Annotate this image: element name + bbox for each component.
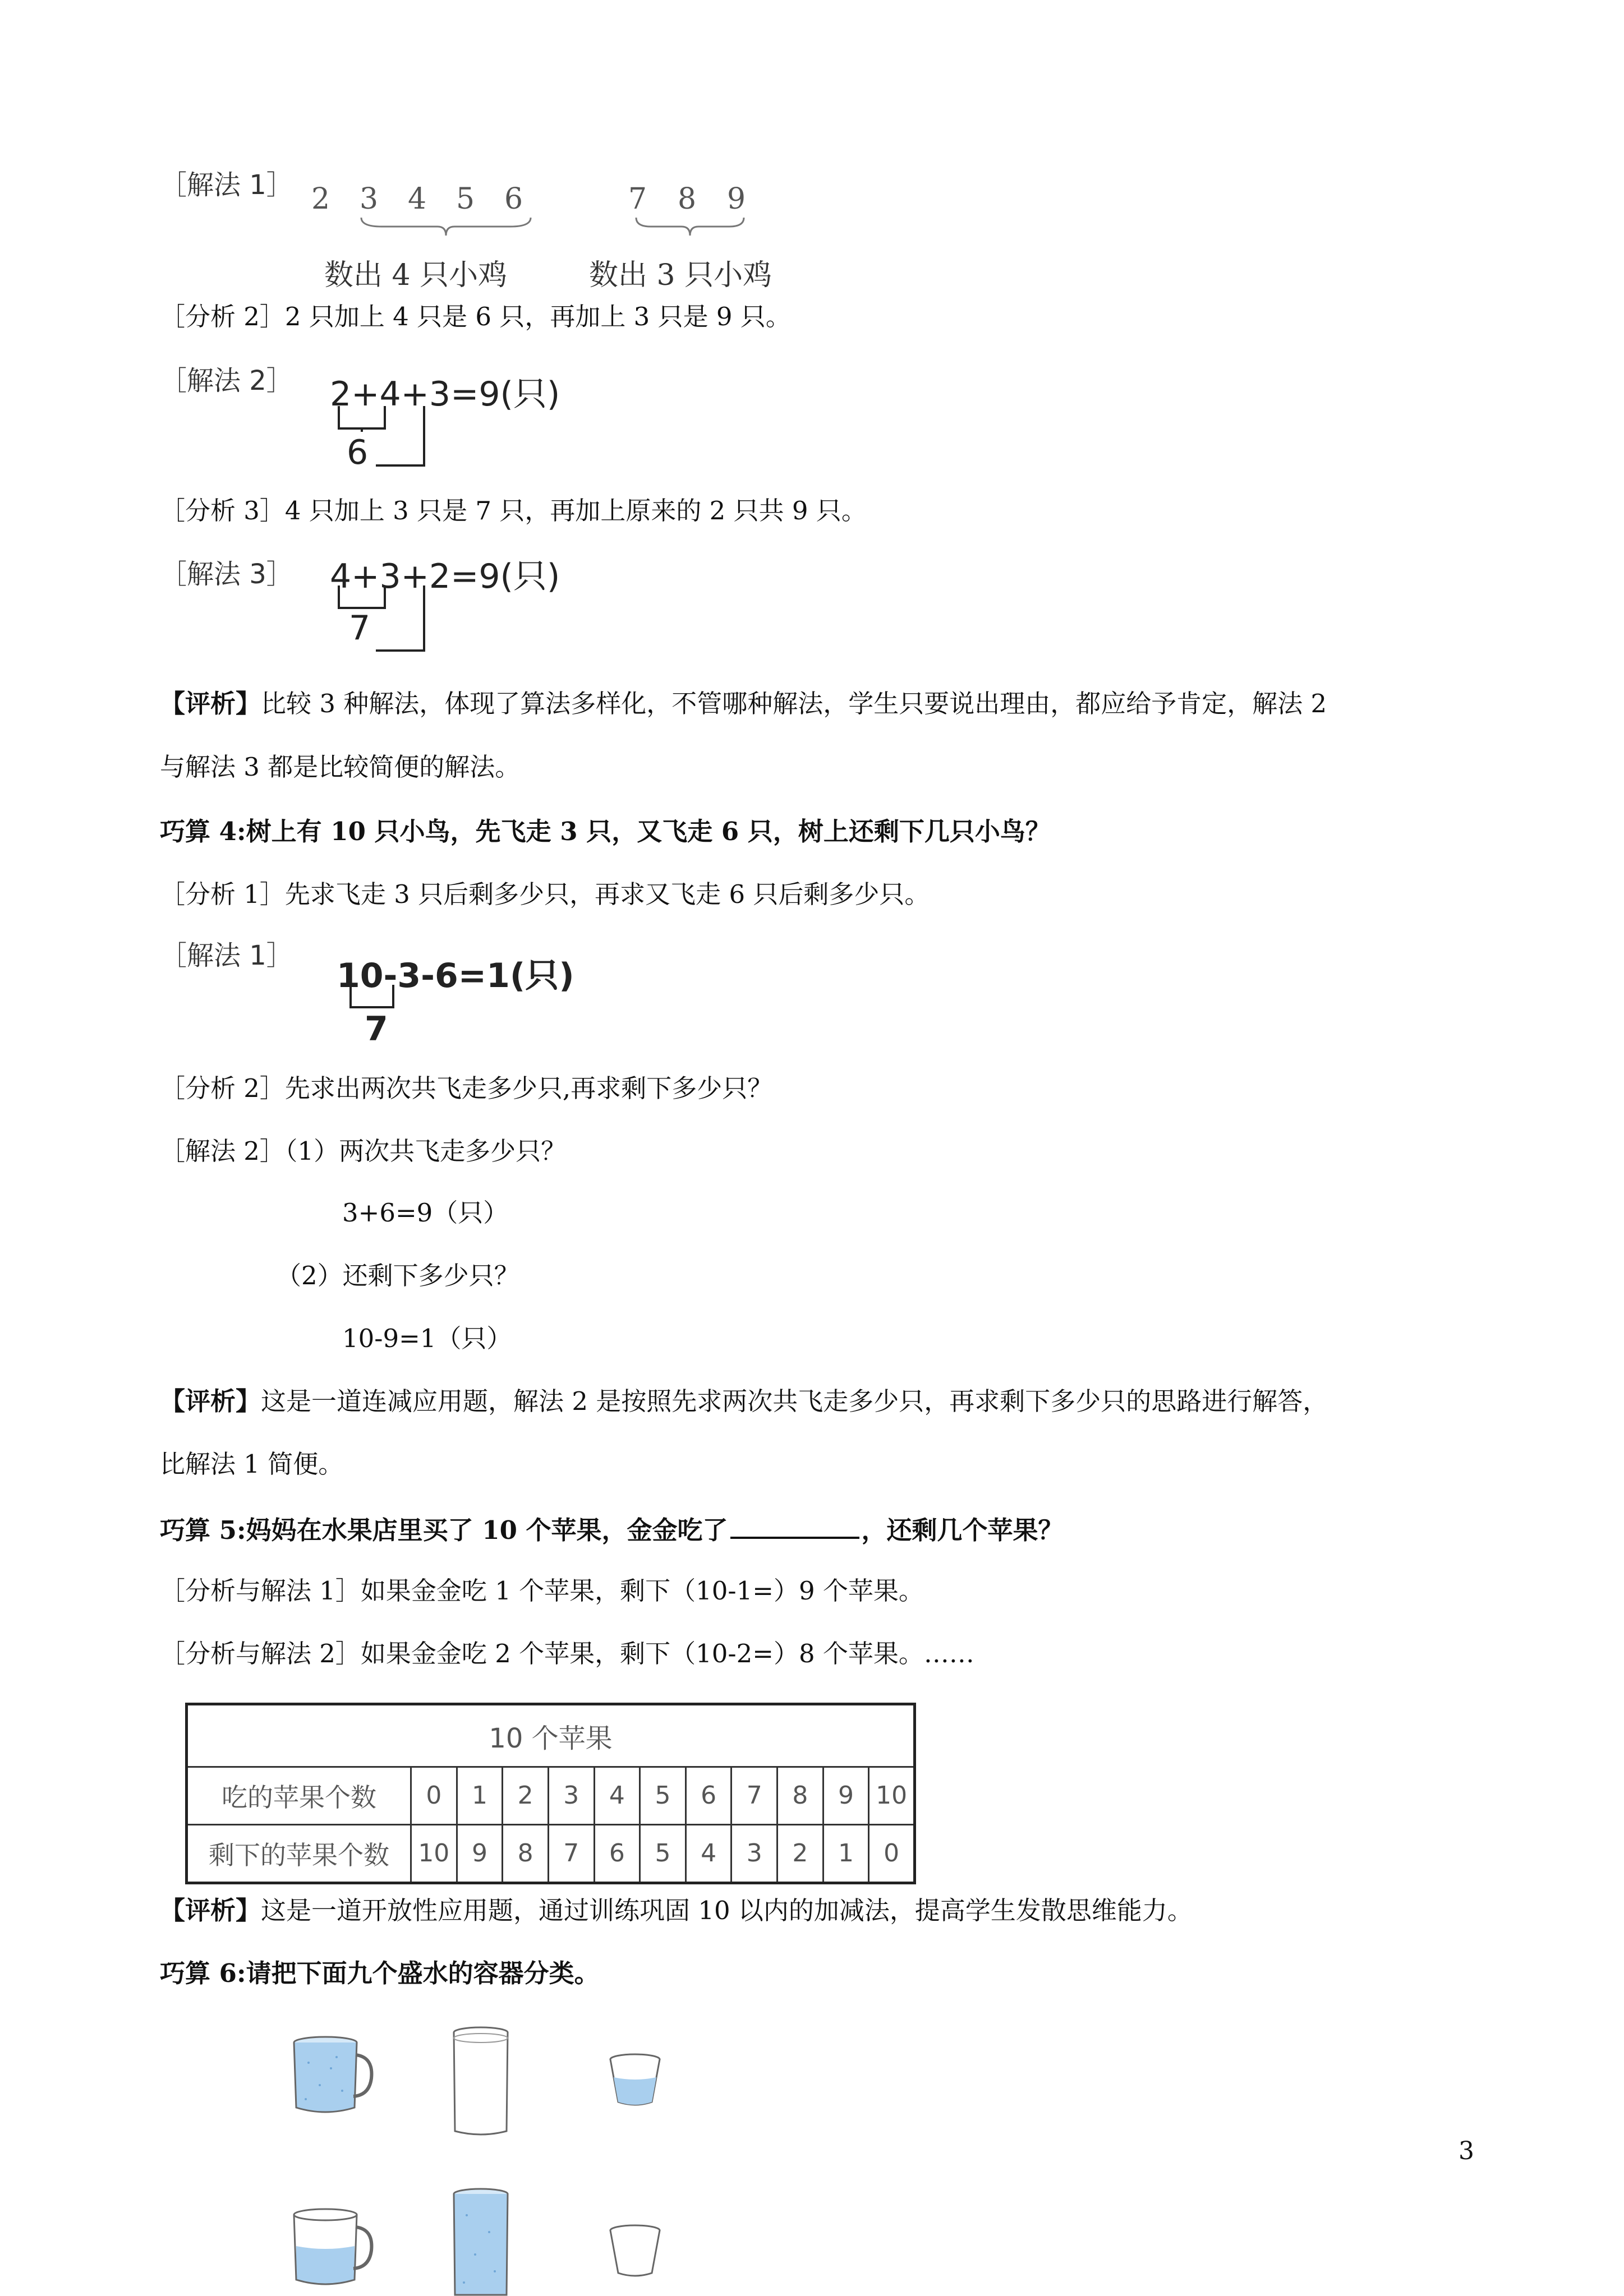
count-number: 7 — [628, 182, 648, 216]
table-cell: 0 — [869, 1824, 915, 1883]
question-4-analysis-1: ［分析 1］先求飞走 3 只后剩多少只，再求又飞走 6 只后剩多少只。 — [160, 879, 930, 909]
table-cell: 10 — [411, 1824, 457, 1883]
caption-right: 数出 3 只小鸡 — [589, 259, 772, 292]
solution-3-equation: 4+3+2=9(只) — [330, 557, 560, 596]
table-cell: 6 — [686, 1767, 732, 1825]
table-header: 10 个苹果 — [187, 1704, 915, 1767]
question-4-solution-1-label: ［解法 1］ — [160, 940, 293, 971]
table-row — [187, 1767, 915, 1825]
small-cup-half-icon — [607, 2053, 663, 2109]
solution-1-label: ［解法 1］ — [160, 169, 293, 201]
question-4-solution-1-equation: 10-3-6=1(只) — [337, 956, 574, 995]
review-1-line-1 — [160, 691, 1327, 716]
question-5-title-part-1: 巧算 5:妈妈在水果店里买了 10 个苹果，金金吃了 — [160, 1515, 728, 1545]
question-4-solution-2-step-2: （2）还剩下多少只？ — [276, 1261, 519, 1290]
row-label-eaten: 吃的苹果个数 — [187, 1767, 411, 1825]
review-1-line-2: 与解法 3 都是比较简便的解法。 — [160, 752, 521, 782]
table-cell: 0 — [411, 1767, 457, 1825]
tall-glass-full-icon — [450, 2187, 512, 2296]
count-numbers-left — [311, 182, 527, 216]
mug-full-icon — [292, 2035, 376, 2119]
question-5-title-part-2: ，还剩几个苹果？ — [861, 1515, 1064, 1545]
table-cell: 8 — [778, 1767, 823, 1825]
review-text: 比较 3 种解法，体现了算法多样化，不管哪种解法，学生只要说出理由，都应给予肯定，解法 2 — [261, 689, 1327, 718]
brace-right — [634, 215, 746, 238]
table-cell: 7 — [548, 1824, 594, 1883]
review-2-line-2: 比解法 1 简便。 — [160, 1449, 344, 1479]
solution-3-partial: 7 — [349, 608, 371, 648]
question-5-solution-1: ［分析与解法 1］如果金金吃 1 个苹果，剩下（10-1=）9 个苹果。 — [160, 1576, 924, 1606]
analysis-3: ［分析 3］4 只加上 3 只是 7 只，再加上原来的 2 只共 9 只。 — [160, 496, 867, 525]
table-cell: 2 — [778, 1824, 823, 1883]
count-number: 9 — [727, 182, 747, 216]
count-numbers-right — [628, 182, 749, 216]
table-row — [187, 1704, 915, 1767]
question-5-solution-2: ［分析与解法 2］如果金金吃 2 个苹果，剩下（10-2=）8 个苹果。…… — [160, 1639, 974, 1668]
question-4-solution-2-calc-2: 10-9=1（只） — [342, 1324, 512, 1353]
table-cell: 5 — [640, 1767, 686, 1825]
table-cell: 10 — [869, 1767, 915, 1825]
table-cell: 5 — [640, 1824, 686, 1883]
table-cell: 4 — [594, 1767, 640, 1825]
review-3 — [160, 1898, 1193, 1923]
question-4-analysis-2: ［分析 2］先求出两次共飞走多少只,再求剩下多少只？ — [160, 1073, 773, 1103]
analysis-2: ［分析 2］2 只加上 4 只是 6 只，再加上 3 只是 9 只。 — [160, 302, 791, 331]
count-number: 2 — [311, 182, 332, 216]
caption-left: 数出 4 只小鸡 — [324, 259, 508, 292]
table-cell: 7 — [732, 1767, 778, 1825]
question-4-title: 巧算 4:树上有 10 只小鸟，先飞走 3 只，又飞走 6 只，树上还剩下几只小鸟？ — [160, 817, 1051, 846]
review-tag: 【评析】 — [160, 689, 261, 718]
count-number: 4 — [408, 182, 428, 216]
tall-glass-empty-icon — [450, 2026, 512, 2138]
small-cup-empty-icon — [607, 2224, 663, 2280]
question-5-title — [160, 1515, 1064, 1543]
review-2-line-1 — [160, 1386, 1328, 1416]
review-tag: 【评析】 — [160, 1896, 261, 1925]
count-number: 6 — [504, 182, 525, 216]
solution-2-label: ［解法 2］ — [160, 365, 293, 397]
apple-table — [185, 1703, 916, 1884]
table-cell: 4 — [686, 1824, 732, 1883]
count-number: 3 — [360, 182, 380, 216]
review-text: 这是一道连减应用题，解法 2 是按照先求两次共飞走多少只，再求剩下多少只的思路进行解答， — [261, 1386, 1328, 1416]
review-text: 这是一道开放性应用题，通过训练巩固 10 以内的加减法，提高学生发散思维能力。 — [261, 1896, 1193, 1925]
count-number: 5 — [456, 182, 476, 216]
table-cell: 1 — [823, 1824, 869, 1883]
table-cell: 1 — [457, 1767, 503, 1825]
solution-2-equation: 2+4+3=9(只) — [330, 375, 560, 414]
table-cell: 3 — [548, 1767, 594, 1825]
review-tag: 【评析】 — [160, 1386, 261, 1416]
solution-2-partial: 6 — [347, 433, 369, 472]
table-cell: 9 — [823, 1767, 869, 1825]
count-number: 8 — [678, 182, 698, 216]
question-4-solution-2-calc-1: 3+6=9（只） — [342, 1198, 509, 1228]
table-cell: 3 — [732, 1824, 778, 1883]
table-row — [187, 1824, 915, 1883]
brace-left — [359, 215, 533, 238]
table-cell: 2 — [503, 1767, 549, 1825]
page-number: 3 — [1459, 2137, 1474, 2165]
mug-half-icon — [292, 2207, 376, 2291]
question-4-solution-1-partial: 7 — [365, 1009, 388, 1049]
row-label-remaining: 剩下的苹果个数 — [187, 1824, 411, 1883]
solution-3-label: ［解法 3］ — [160, 559, 293, 590]
solution-3-brackets — [331, 583, 443, 662]
table-cell: 8 — [503, 1824, 549, 1883]
question-6-title: 巧算 6:请把下面九个盛水的容器分类。 — [160, 1958, 600, 1988]
answer-blank — [730, 1515, 859, 1539]
table-cell: 9 — [457, 1824, 503, 1883]
table-cell: 6 — [594, 1824, 640, 1883]
question-4-solution-2-step-1: ［解法 2］（1）两次共飞走多少只？ — [160, 1136, 567, 1166]
